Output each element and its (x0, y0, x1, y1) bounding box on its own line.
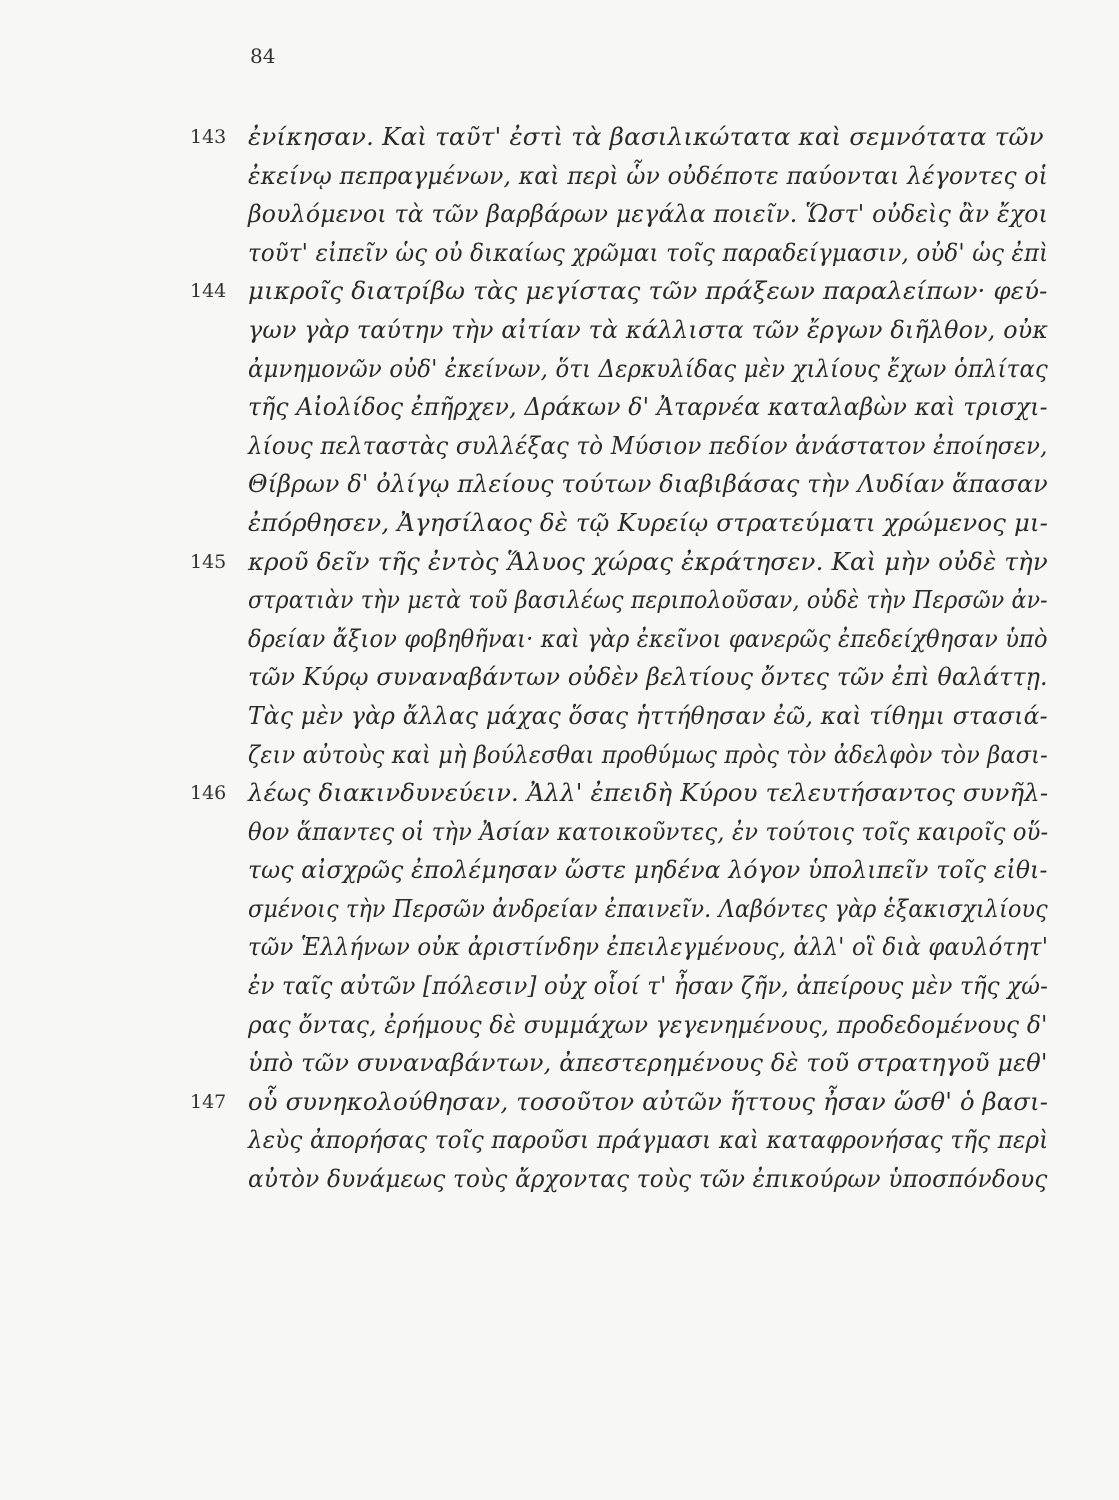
text-line (0, 774, 1119, 813)
section-number: 145 (190, 550, 227, 573)
line-text: σμένοις τὴν Περσῶν ἀνδρείαν ἐπαινεῖν. Λαβόντες γὰρ ἑξακισχιλίους (248, 893, 1048, 923)
line-text: Θίβρων δ' ὀλίγῳ πλείους τούτων διαβιβάσας τὴν Λυδίαν ἅπασαν (248, 469, 1048, 499)
section-number: 146 (190, 782, 227, 805)
section-number: 147 (190, 1090, 227, 1113)
line-text: τῆς Αἰολίδος ἐπῆρχεν, Δράκων δ' Ἀταρνέα καταλαβὼν καὶ τρισχι- (248, 392, 1048, 422)
line-text: λίους πελταστὰς συλλέξας τὸ Μύσιον πεδίον ἀνάστατον ἐποίησεν, (248, 430, 1048, 460)
text-line (0, 1006, 1119, 1045)
text-line (0, 581, 1119, 620)
text-line (0, 813, 1119, 852)
line-text: ἐκείνῳ πεπραγμένων, καὶ περὶ ὧν οὐδέποτε παύονται λέγοντες οἱ (248, 160, 1048, 190)
line-text: ὑπὸ τῶν συναναβάντων, ἀπεστερημένους δὲ τοῦ στρατηγοῦ μεθ' (248, 1048, 1048, 1078)
line-text: στρατιὰν τὴν μετὰ τοῦ βασιλέως περιπολοῦσαν, οὐδὲ τὴν Περσῶν ἀν- (248, 585, 1048, 615)
text-line (0, 465, 1119, 504)
text-line (0, 697, 1119, 736)
line-text: ἐν ταῖς αὐτῶν [πόλεσιν] οὐχ οἷοί τ' ἦσαν ζῆν, ἀπείρους μὲν τῆς χώ- (248, 971, 1049, 1001)
text-line (0, 890, 1119, 929)
line-text: οὗ συνηκολούθησαν, τοσοῦτον αὐτῶν ἥττους ἦσαν ὥσθ' ὁ βασι- (248, 1086, 1049, 1116)
text-line (0, 1083, 1119, 1122)
text-line (0, 504, 1119, 543)
line-text: ἐπόρθησεν, Ἀγησίλαος δὲ τῷ Κυρείῳ στρατεύματι χρώμενος μι- (248, 507, 1049, 537)
line-text: μικροῖς διατρίβω τὰς μεγίστας τῶν πράξεων παραλείπων· φεύ- (248, 276, 1048, 306)
text-line (0, 928, 1119, 967)
section-number: 144 (190, 280, 227, 303)
page-number: 84 (250, 44, 276, 68)
line-text: τῶν Κύρῳ συναναβάντων οὐδὲν βελτίους ὄντες τῶν ἐπὶ θαλάττῃ. (248, 662, 1048, 692)
line-text: λέως διακινδυνεύειν. Ἀλλ' ἐπειδὴ Κύρου τελευτήσαντος συνῆλ- (248, 778, 1049, 808)
text-line (0, 620, 1119, 659)
line-text: τως αἰσχρῶς ἐπολέμησαν ὥστε μηδένα λόγον ὑπολιπεῖν τοῖς εἰθι- (248, 855, 1048, 885)
text-line (0, 388, 1119, 427)
text-line (0, 967, 1119, 1006)
line-text: τῶν Ἑλλήνων οὐκ ἀριστίνδην ἐπειλεγμένους, ἀλλ' οἳ διὰ φαυλότητ' (248, 932, 1049, 962)
line-text: τοῦτ' εἰπεῖν ὡς οὐ δικαίως χρῶμαι τοῖς παραδείγμασιν, οὐδ' ὡς ἐπὶ (248, 237, 1049, 267)
line-text: ρας ὄντας, ἐρήμους δὲ συμμάχων γεγενημένους, προδεδομένους δ' (248, 1009, 1048, 1039)
text-line (0, 1044, 1119, 1083)
text-line (0, 1160, 1119, 1199)
text-line (0, 350, 1119, 389)
line-text: δρείαν ἄξιον φοβηθῆναι· καὶ γὰρ ἐκεῖνοι φανερῶς ἐπεδείχθησαν ὑπὸ (248, 623, 1048, 653)
text-line (0, 543, 1119, 582)
text-line (0, 1121, 1119, 1160)
text-body (0, 118, 1119, 1199)
line-text: αὐτὸν δυνάμεως τοὺς ἄρχοντας τοὺς τῶν ἐπικούρων ὑποσπόνδους (248, 1164, 1048, 1194)
line-text: λεὺς ἀπορήσας τοῖς παροῦσι πράγμασι καὶ καταφρονήσας τῆς περὶ (248, 1125, 1049, 1155)
line-text: βουλόμενοι τὰ τῶν βαρβάρων μεγάλα ποιεῖν. Ὥστ' οὐδεὶς ἂν ἔχοι (248, 199, 1049, 229)
line-text: ἀμνημονῶν οὐδ' ἐκείνων, ὅτι Δερκυλίδας μὲν χιλίους ἔχων ὁπλίτας (248, 353, 1048, 383)
text-line (0, 311, 1119, 350)
line-text: θον ἅπαντες οἱ τὴν Ἀσίαν κατοικοῦντες, ἐν τούτοις τοῖς καιροῖς οὕ- (248, 816, 1049, 846)
text-line (0, 195, 1119, 234)
text-line (0, 736, 1119, 775)
line-text: γων γὰρ ταύτην τὴν αἰτίαν τὰ κάλλιστα τῶν ἔργων διῆλθον, οὐκ (248, 314, 1049, 344)
text-line (0, 851, 1119, 890)
line-text: Τὰς μὲν γὰρ ἄλλας μάχας ὅσας ἡττήθησαν ἐῶ, καὶ τίθημι στασιά- (248, 700, 1048, 730)
text-line (0, 272, 1119, 311)
text-line (0, 234, 1119, 273)
line-text: ἐνίκησαν. Καὶ ταῦτ' ἐστὶ τὰ βασιλικώτατα καὶ σεμνότατα τῶν (248, 122, 1044, 151)
text-line (0, 658, 1119, 697)
text-line (0, 427, 1119, 466)
text-line (0, 157, 1119, 196)
text-line (0, 118, 1119, 157)
line-text: κροῦ δεῖν τῆς ἐντὸς Ἅλυος χώρας ἐκράτησεν. Καὶ μὴν οὐδὲ τὴν (248, 546, 1048, 576)
line-text: ζειν αὐτοὺς καὶ μὴ βούλεσθαι προθύμως πρὸς τὸν ἀδελφὸν τὸν βασι- (248, 739, 1048, 769)
section-number: 143 (190, 126, 227, 148)
